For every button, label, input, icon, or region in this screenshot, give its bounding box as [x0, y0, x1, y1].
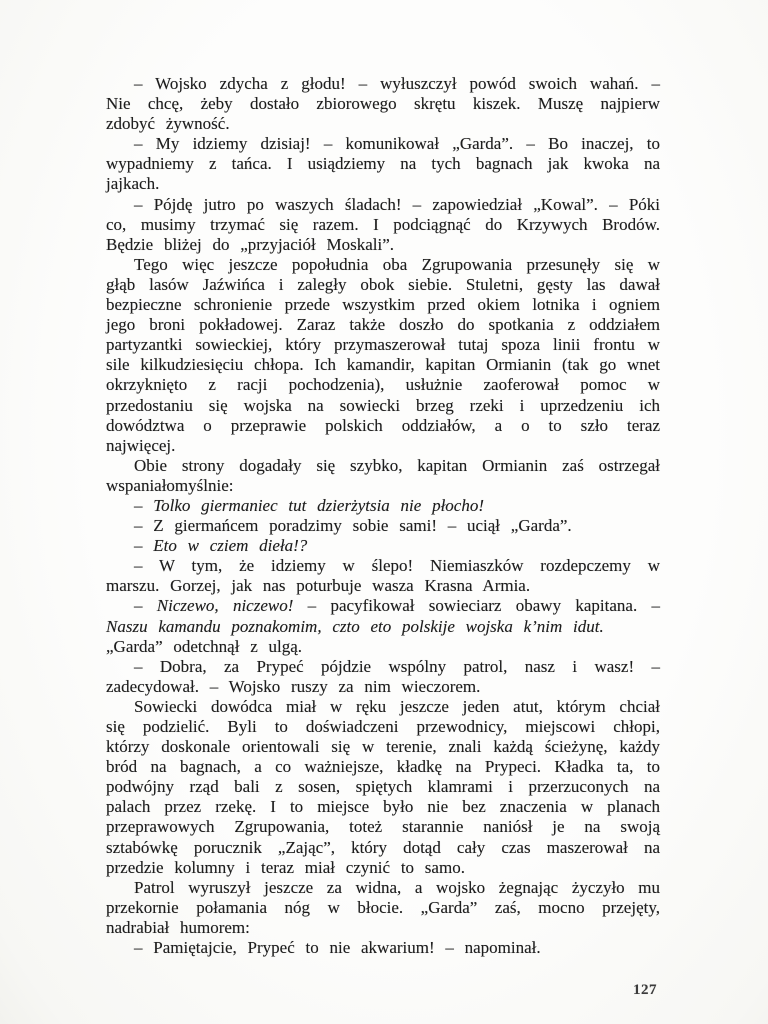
text-run: – Z giermańcem poradzimy sobie sami! – uciął „Garda”.: [134, 516, 572, 536]
text-run-italic: Eto w cziem dieła!?: [153, 536, 308, 556]
text-run: – My idziemy dzisiaj! – komunikował „Garda”. – Bo inaczej, to wypadniemy z tańca. I usiądziemy na tych bagnach jak kwoka na jajkach.: [106, 134, 660, 194]
text-run: Obie strony dogadały się szybko, kapitan Ormianin zaś ostrzegał wspaniałomyślnie:: [106, 455, 660, 495]
paragraph: [106, 637, 660, 657]
paragraph: [106, 878, 660, 938]
text-run: Tego więc jeszcze popołudnia oba Zgrupowania przesunęły się w głąb lasów Jaźwińca i zaległy obok siebie. Stuletni, gęsty las dawał bezpieczne schronienie przede wszystkim przed okiem lotnika i ogniem jego broni pokładowej. Zaraz także doszło do spotkania z oddziałem partyzantki sowieckiej, który przymaszerował tutaj spoza linii frontu w sile kilkudziesięciu chłopa. Ich kamandir, kapitan Ormianin (tak go wnet okrzyknięto z racji pochodzenia), usłużnie zaoferował pomoc w przedostaniu się wojska na sowiecki brzeg rzeki i uprzedzeniu ich dowództwa o przeprawie polskich oddziałów, a o to szło teraz najwięcej.: [106, 254, 660, 455]
paragraph: [106, 556, 660, 596]
text-run-italic: Niczewo, niczewo!: [156, 596, 294, 616]
text-run: – Wojsko zdycha z głodu! – wyłuszczył powód swoich wahań. – Nie chcę, żeby dostało zbiorowego skrętu kiszek. Muszę najpierw zdobyć żywność.: [106, 74, 660, 134]
paragraph: [106, 496, 660, 516]
text-run: – Pójdę jutro po waszych śladach! – zapowiedział „Kowal”. – Póki co, musimy trzymać się razem. I podciągnąć do Krzywych Brodów. Będzie bliżej do „przyjaciół Moskali”.: [106, 194, 660, 254]
page-number: 127: [633, 982, 657, 998]
paragraph: [106, 938, 660, 958]
paragraph: [106, 195, 660, 255]
text-run: – pacyfikował sowieciarz obawy kapitana. –: [293, 596, 661, 616]
paragraph: [106, 596, 660, 636]
paragraph: [106, 657, 660, 697]
text-run: – Pamiętajcie, Prypeć to nie akwarium! – napominał.: [134, 938, 541, 958]
paragraph: [106, 456, 660, 496]
text-run-italic: Tolko giermaniec tut dzierżytsia nie płocho!: [153, 495, 485, 515]
paragraph: [106, 697, 660, 878]
text-run: –: [134, 596, 157, 616]
text-run: Patrol wyruszył jeszcze za widna, a wojsko żegnając życzyło mu przekornie połamania nóg w błocie. „Garda” zaś, mocno przejęty, nadrabiał humorem:: [106, 877, 660, 937]
text-run: Sowiecki dowódca miał w ręku jeszcze jeden atut, którym chciał się podzielić. Byli to doświadczeni przewodnicy, miejscowi chłopi, którzy doskonale orientowali się w terenie, znali każdą ścieżynę, każdy bród na bagnach, a co ważniejsze, kładkę na Prypeci. Kładka ta, to podwójny rząd bali z sosen, spiętych klamrami i przerzuconych na palach przez rzekę. I to miejsce było nie bez znaczenia w planach przeprawowych Zgrupowania, toteż starannie naniósł je na swoją sztabówkę porucznik „Zając”, który dotąd cały czas maszerował na przedzie kolumny i teraz miał czynić to samo.: [106, 696, 660, 877]
text-run: – Dobra, za Prypeć pójdzie wspólny patrol, nasz i wasz! – zadecydował. – Wojsko ruszy za nim wieczorem.: [106, 656, 660, 696]
paragraph: [106, 536, 660, 556]
text-run: – W tym, że idziemy w ślepo! Niemiaszków rozdepczemy w marszu. Gorzej, jak nas poturbuje wasza Krasna Armia.: [106, 556, 660, 596]
paragraph: [106, 516, 660, 536]
text-block: [106, 74, 660, 958]
text-run: „Garda” odetchnął z ulgą.: [106, 636, 303, 656]
paragraph: [106, 74, 660, 134]
paragraph: [106, 255, 660, 456]
text-run-italic: Naszu kamandu poznakomim, czto eto polskije wojska k’nim idut.: [106, 616, 604, 636]
text-run: –: [134, 536, 154, 556]
text-run: –: [134, 495, 154, 515]
paragraph: [106, 134, 660, 194]
